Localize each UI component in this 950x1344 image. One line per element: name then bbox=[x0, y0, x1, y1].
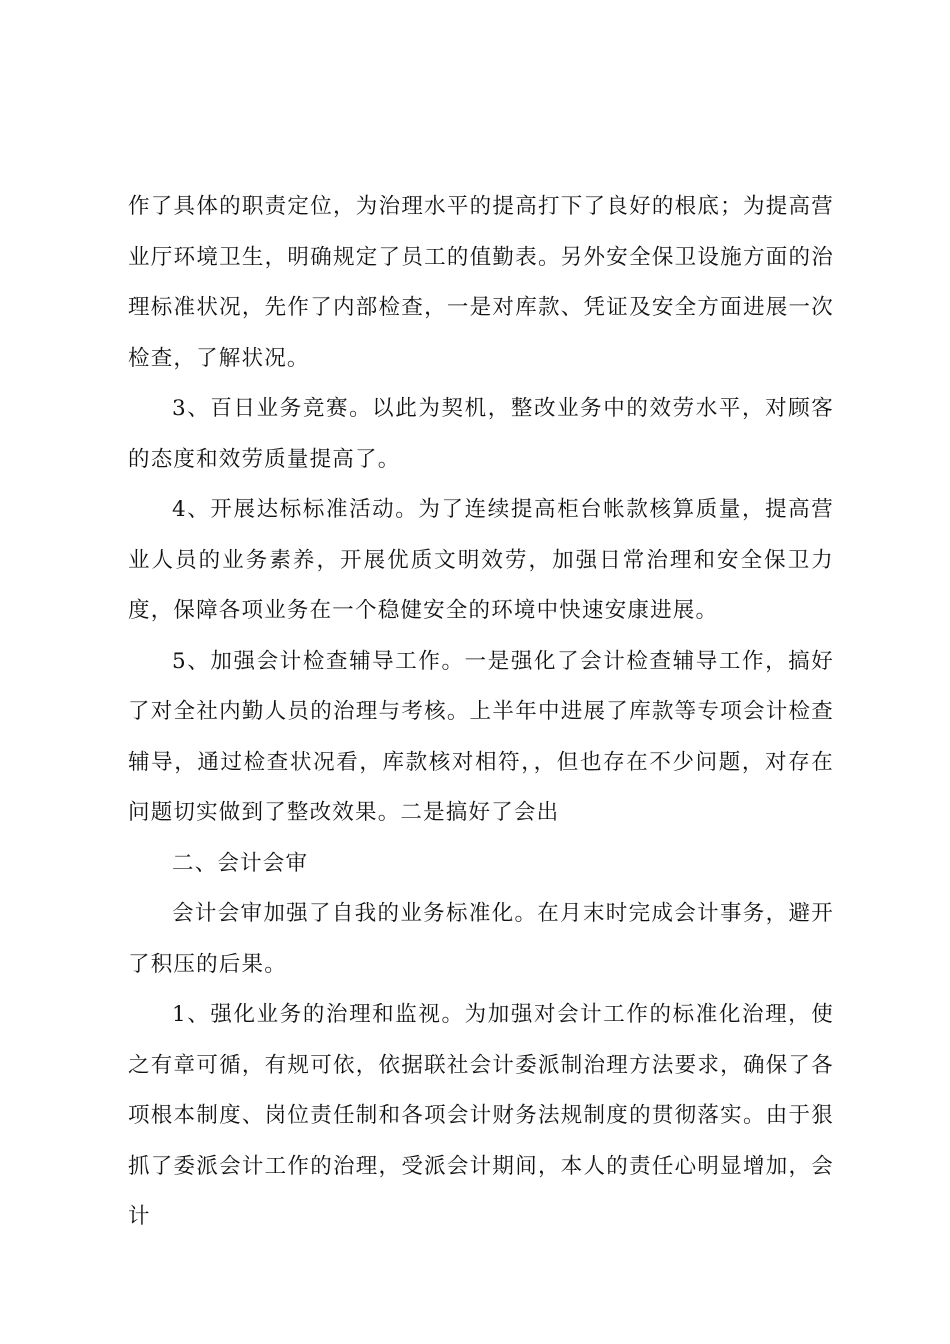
paragraph-accounting-review: 会计会审加强了自我的业务标准化。在月末时完成会计事务，避开了积压的后果。 bbox=[128, 901, 834, 977]
paragraph-business-supervision: 1、强化业务的治理和监视。为加强对会计工作的标准化治理，使之有章可循，有规可依，依据联社会计委派制治理方法要求，确保了各项根本制度、岗位责任制和各项会计财务法规制度的贯彻落实。由于狠抓了委派会计工作的治理，受派会计期间，本人的责任心明显增加，会计 bbox=[128, 1002, 834, 1229]
paragraph-accounting-inspection: 5、加强会计检查辅导工作。一是强化了会计检查辅导工作，搞好了对全社内勤人员的治理与考核。上半年中进展了库款等专项会计检查辅导，通过检查状况看，库款核对相符，，但也存在不少问题，对存在问题切实做到了整改效果。二是搞好了会出 bbox=[128, 648, 834, 825]
paragraph-standards-activity: 4、开展达标标准活动。为了连续提高柜台帐款核算质量，提高营业人员的业务素养，开展优质文明效劳，加强日常治理和安全保卫力度，保障各项业务在一个稳健安全的环境中快速安康进展。 bbox=[128, 497, 834, 623]
section-heading-accounting-review: 二、会计会审 bbox=[172, 850, 309, 876]
paragraph-hundred-day-competition: 3、百日业务竞赛。以此为契机，整改业务中的效劳水平，对顾客的态度和效劳质量提高了。 bbox=[128, 396, 834, 472]
document-body bbox=[128, 182, 834, 1243]
paragraph-duty-positioning: 作了具体的职责定位，为治理水平的提高打下了良好的根底；为提高营业厅环境卫生，明确规定了员工的值勤表。另外安全保卫设施方面的治理标准状况，先作了内部检查，一是对库款、凭证及安全方面进展一次检查，了解状况。 bbox=[128, 194, 834, 371]
